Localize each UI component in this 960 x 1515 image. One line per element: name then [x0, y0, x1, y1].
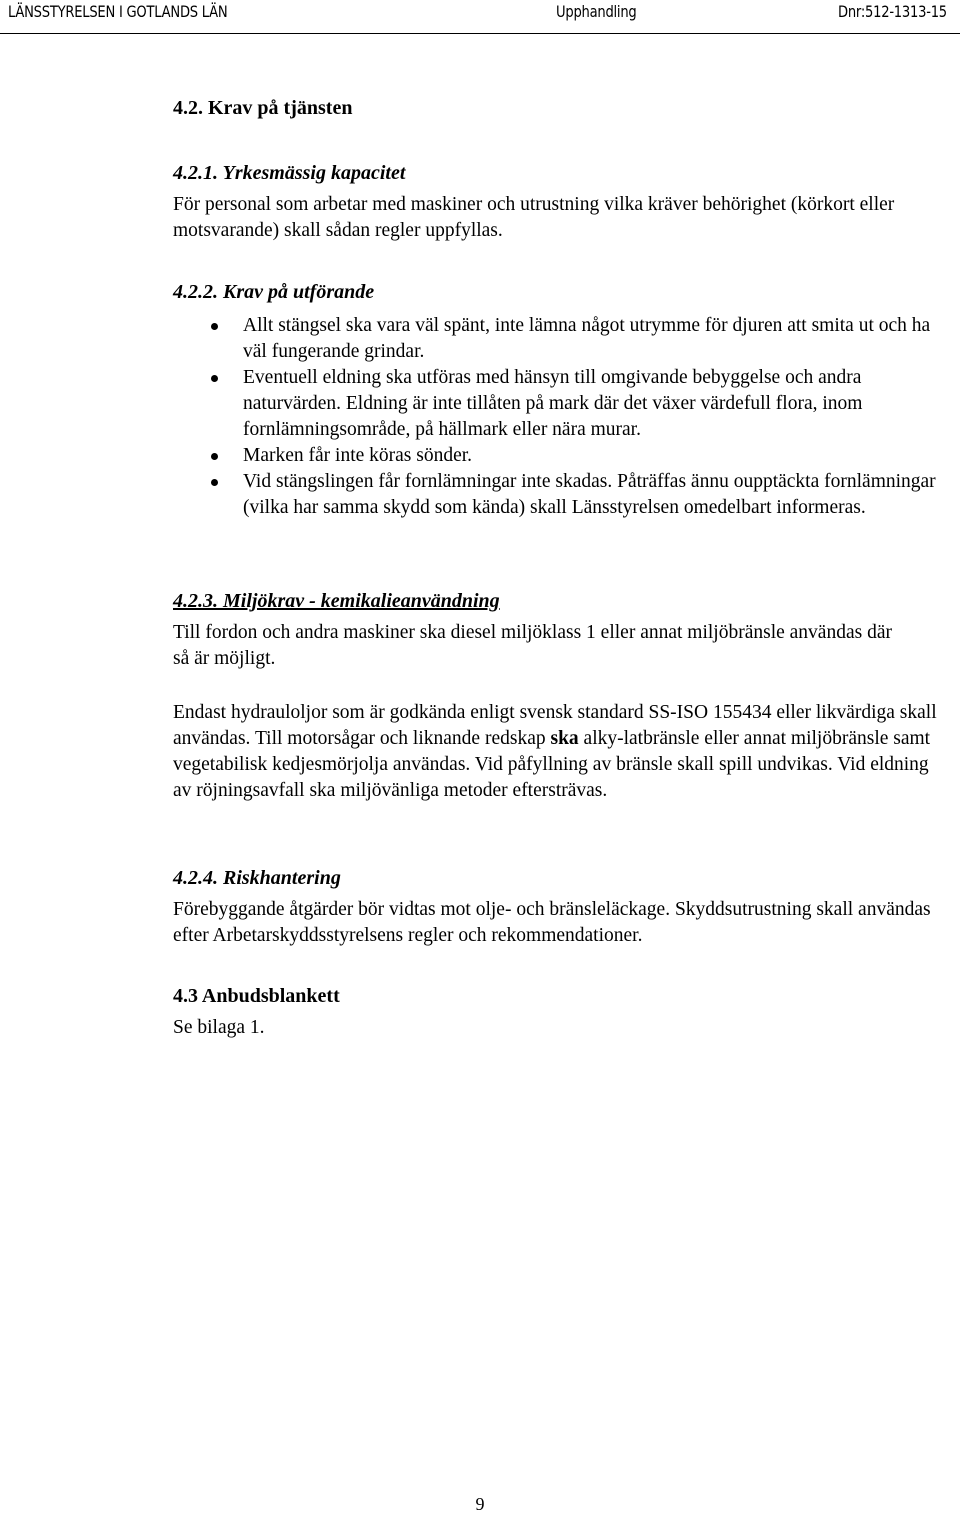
list-item: Vid stängslingen får fornlämningar inte skadas. Påträffas ännu oupptäckta fornlämningar (vilka har samma skydd som kända) skall Länsstyrelsen omedelbart informeras.	[173, 469, 943, 521]
paragraph-4-2-3-fuel: Till fordon och andra maskiner ska diesel miljöklass 1 eller annat miljöbränsle användas där så är möjligt.	[173, 622, 892, 669]
section-heading-4-2-4: 4.2.4. Riskhantering	[173, 867, 341, 889]
section-heading-4-2-2: 4.2.2. Krav på utförande	[173, 281, 375, 303]
bullet-icon	[211, 323, 218, 330]
list-item: Allt stängsel ska vara väl spänt, inte lämna något utrymme för djuren att smita ut och ha väl fungerande grindar.	[173, 313, 943, 365]
header-reference-number: Dnr:512-1313-15	[838, 2, 947, 21]
paragraph-4-2-4: Förebyggande åtgärder bör vidtas mot olje- och bränsleläckage. Skyddsutrustning skall användas efter Arbetarskyddsstyrelsens regler och rekommendationer.	[173, 899, 931, 946]
header-divider	[0, 33, 960, 34]
section-heading-4-2-3: 4.2.3. Miljökrav - kemikalieanvändning	[173, 590, 500, 612]
list-item: Marken får inte köras sönder.	[173, 443, 943, 469]
list-item: Eventuell eldning ska utföras med hänsyn till omgivande bebyggelse och andra naturvärden. Eldning är inte tillåten på mark där det växer värdefull flora, inom fornlämningsområde, på hällmark eller nära murar.	[173, 365, 943, 443]
section-heading-4-2-1: 4.2.1. Yrkesmässig kapacitet	[173, 162, 406, 184]
bullet-icon	[211, 453, 218, 460]
page-header	[0, 0, 960, 34]
paragraph-4-2-1: För personal som arbetar med maskiner och utrustning vilka kräver behörighet (körkort eller motsvarande) skall sådan regler uppfyllas.	[173, 194, 895, 241]
page-number: 9	[475, 1494, 485, 1514]
bullet-icon	[211, 479, 218, 486]
header-document-type: Upphandling	[556, 2, 637, 21]
section-heading-4-3: 4.3 Anbudsblankett	[173, 985, 340, 1007]
paragraph-4-3: Se bilaga 1.	[173, 1017, 265, 1038]
header-organization: LÄNSSTYRELSEN I GOTLANDS LÄN	[8, 2, 228, 21]
requirements-list	[173, 313, 943, 521]
section-heading-4-2: 4.2. Krav på tjänsten	[173, 97, 353, 119]
emphasis-ska: ska	[550, 728, 579, 749]
bullet-icon	[211, 375, 218, 382]
paragraph-4-2-3-oils: Endast hydrauloljor som är godkända enligt svensk standard SS-ISO 155434 eller likvärdiga skall användas. Till motorsågar och liknande redskap ska alky-latbränsle eller annat miljöbränsle samt vegetabilisk kedjesmörjolja användas. Vid påfyllning av bränsle skall spill undvikas. Vid eldning av röjningsavfall ska miljövänliga metoder eftersträvas.	[173, 702, 937, 801]
